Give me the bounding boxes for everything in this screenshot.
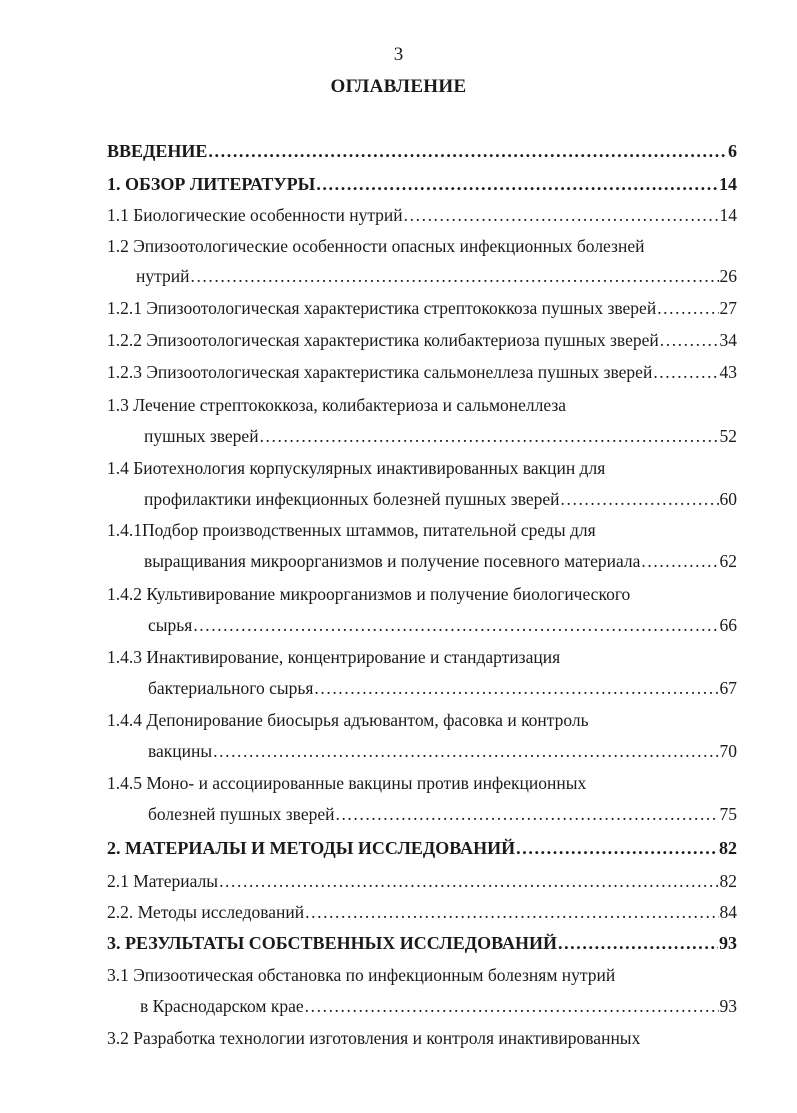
toc-entry-introduction[interactable]: [107, 139, 737, 163]
toc-entry[interactable]: [148, 739, 737, 763]
toc-entry-page: 67: [719, 678, 737, 698]
toc-entry-label: в Краснодарском крае: [140, 996, 304, 1016]
toc-entry-label: 1.3 Лечение стрептококкоза, колибактериоза и сальмонеллеза: [107, 395, 567, 415]
toc-leader-dots: [316, 172, 718, 196]
toc-entry[interactable]: [107, 869, 737, 893]
toc-entry[interactable]: [136, 264, 737, 288]
toc-entry[interactable]: [107, 518, 596, 542]
toc-entry-label: 1.2.2 Эпизоотологическая характеристика колибактериоза пушных зверей: [107, 330, 659, 350]
toc-leader-dots: [213, 739, 718, 763]
toc-entry-label: 1.4.3 Инактивирование, концентрирование и стандартизация: [107, 647, 561, 667]
toc-entry-chapter-3[interactable]: [107, 931, 737, 955]
toc-entry-label: 1.2.3 Эпизоотологическая характеристика сальмонеллеза пушных зверей: [107, 362, 653, 382]
toc-leader-dots: [660, 328, 719, 352]
toc-leader-dots: [305, 994, 719, 1018]
toc-entry-label: 3.1 Эпизоотическая обстановка по инфекционным болезням нутрий: [107, 965, 616, 985]
toc-entry-page: 82: [719, 838, 737, 858]
toc-entry-label: сырья: [148, 615, 193, 635]
toc-entry[interactable]: [107, 203, 737, 227]
toc-entry-page: 75: [719, 804, 737, 824]
toc-entry-page: 26: [719, 266, 737, 286]
toc-entry-page: 27: [719, 298, 737, 318]
toc-leader-dots: [641, 549, 718, 573]
toc-entry-page: 93: [719, 933, 737, 953]
toc-entry-label: 3.2 Разработка технологии изготовления и контроля инактивированных: [107, 1028, 641, 1048]
toc-leader-dots: [305, 900, 718, 924]
toc-entry-label: 1.1 Биологические особенности нутрий: [107, 205, 403, 225]
toc-entry-label: нутрий: [136, 266, 190, 286]
toc-entry-label: ВВЕДЕНИЕ: [107, 141, 208, 161]
toc-entry[interactable]: [144, 487, 737, 511]
toc-entry[interactable]: [107, 393, 566, 417]
toc-leader-dots: [335, 802, 718, 826]
toc-entry-label: бактериального сырья: [148, 678, 314, 698]
toc-entry-label: 1.4.4 Депонирование биосырья адъювантом, фасовка и контроль: [107, 710, 589, 730]
toc-entry-label: 3. РЕЗУЛЬТАТЫ СОБСТВЕННЫХ ИССЛЕДОВАНИЙ: [107, 933, 557, 953]
toc-entry-label: пушных зверей: [144, 426, 259, 446]
toc-leader-dots: [193, 613, 718, 637]
toc-entry-label: 1.2.1 Эпизоотологическая характеристика стрептококкоза пушных зверей: [107, 298, 657, 318]
toc-entry-label: вакцины: [148, 741, 213, 761]
toc-entry[interactable]: [107, 771, 586, 795]
toc-entry[interactable]: [107, 234, 644, 258]
toc-entry-page: 43: [719, 362, 737, 382]
toc-entry-page: 14: [719, 174, 737, 194]
toc-entry-label: 1. ОБЗОР ЛИТЕРАТУРЫ: [107, 174, 316, 194]
toc-entry-label: 2.2. Методы исследований: [107, 902, 305, 922]
toc-entry-page: 34: [719, 330, 737, 350]
toc-entry-page: 14: [719, 205, 737, 225]
toc-entry-page: 70: [719, 741, 737, 761]
toc-entry[interactable]: [107, 328, 737, 352]
toc-leader-dots: [657, 296, 718, 320]
toc-leader-dots: [561, 487, 719, 511]
toc-entry[interactable]: [107, 708, 589, 732]
toc-title: ОГЛАВЛЕНИЕ: [330, 76, 467, 97]
toc-entry-page: 93: [719, 996, 737, 1016]
toc-entry-chapter-2[interactable]: [107, 836, 737, 860]
toc-entry-label: 1.4.2 Культивирование микроорганизмов и получение биологического: [107, 584, 631, 604]
toc-entry[interactable]: [107, 296, 737, 320]
toc-leader-dots: [516, 836, 718, 860]
toc-entry-page: 62: [719, 551, 737, 571]
toc-entry[interactable]: [107, 456, 605, 480]
toc-entry-label: 1.4 Биотехнология корпускулярных инактивированных вакцин для: [107, 458, 606, 478]
toc-entry-page: 6: [728, 141, 737, 161]
toc-entry-label: 1.4.5 Моно- и ассоциированные вакцины против инфекционных: [107, 773, 587, 793]
toc-entry[interactable]: [107, 360, 737, 384]
toc-entry[interactable]: [144, 549, 737, 573]
toc-entry-label: 2.1 Материалы: [107, 871, 219, 891]
toc-entry-label: 2. МАТЕРИАЛЫ И МЕТОДЫ ИССЛЕДОВАНИЙ: [107, 838, 516, 858]
page-number: 3: [393, 44, 404, 65]
toc-leader-dots: [190, 264, 718, 288]
toc-entry[interactable]: [107, 1026, 640, 1050]
toc-entry[interactable]: [107, 582, 630, 606]
toc-leader-dots: [404, 203, 719, 227]
toc-entry[interactable]: [140, 994, 737, 1018]
toc-entry-label: 1.4.1Подбор производственных штаммов, питательной среды для: [107, 520, 596, 540]
toc-entry-label: профилактики инфекционных болезней пушных зверей: [144, 489, 560, 509]
toc-entry-label: 1.2 Эпизоотологические особенности опасных инфекционных болезней: [107, 236, 645, 256]
toc-entry-page: 60: [719, 489, 737, 509]
toc-leader-dots: [314, 676, 718, 700]
toc-entry-label: выращивания микроорганизмов и получение посевного материала: [144, 551, 641, 571]
toc-entry-page: 82: [719, 871, 737, 891]
toc-entry-chapter-1[interactable]: [107, 172, 737, 196]
toc-entry[interactable]: [107, 645, 560, 669]
toc-leader-dots: [653, 360, 718, 384]
toc-entry-page: 66: [719, 615, 737, 635]
toc-entry[interactable]: [148, 613, 737, 637]
toc-entry-label: болезней пушных зверей: [148, 804, 335, 824]
toc-entry[interactable]: [148, 802, 737, 826]
toc-leader-dots: [260, 424, 719, 448]
toc-entry[interactable]: [107, 963, 615, 987]
toc-leader-dots: [219, 869, 718, 893]
toc-entry-page: 84: [719, 902, 737, 922]
toc-entry-page: 52: [719, 426, 737, 446]
toc-entry[interactable]: [107, 900, 737, 924]
toc-entry[interactable]: [144, 424, 737, 448]
toc-entry[interactable]: [148, 676, 737, 700]
toc-leader-dots: [558, 931, 718, 955]
toc-leader-dots: [208, 139, 727, 163]
